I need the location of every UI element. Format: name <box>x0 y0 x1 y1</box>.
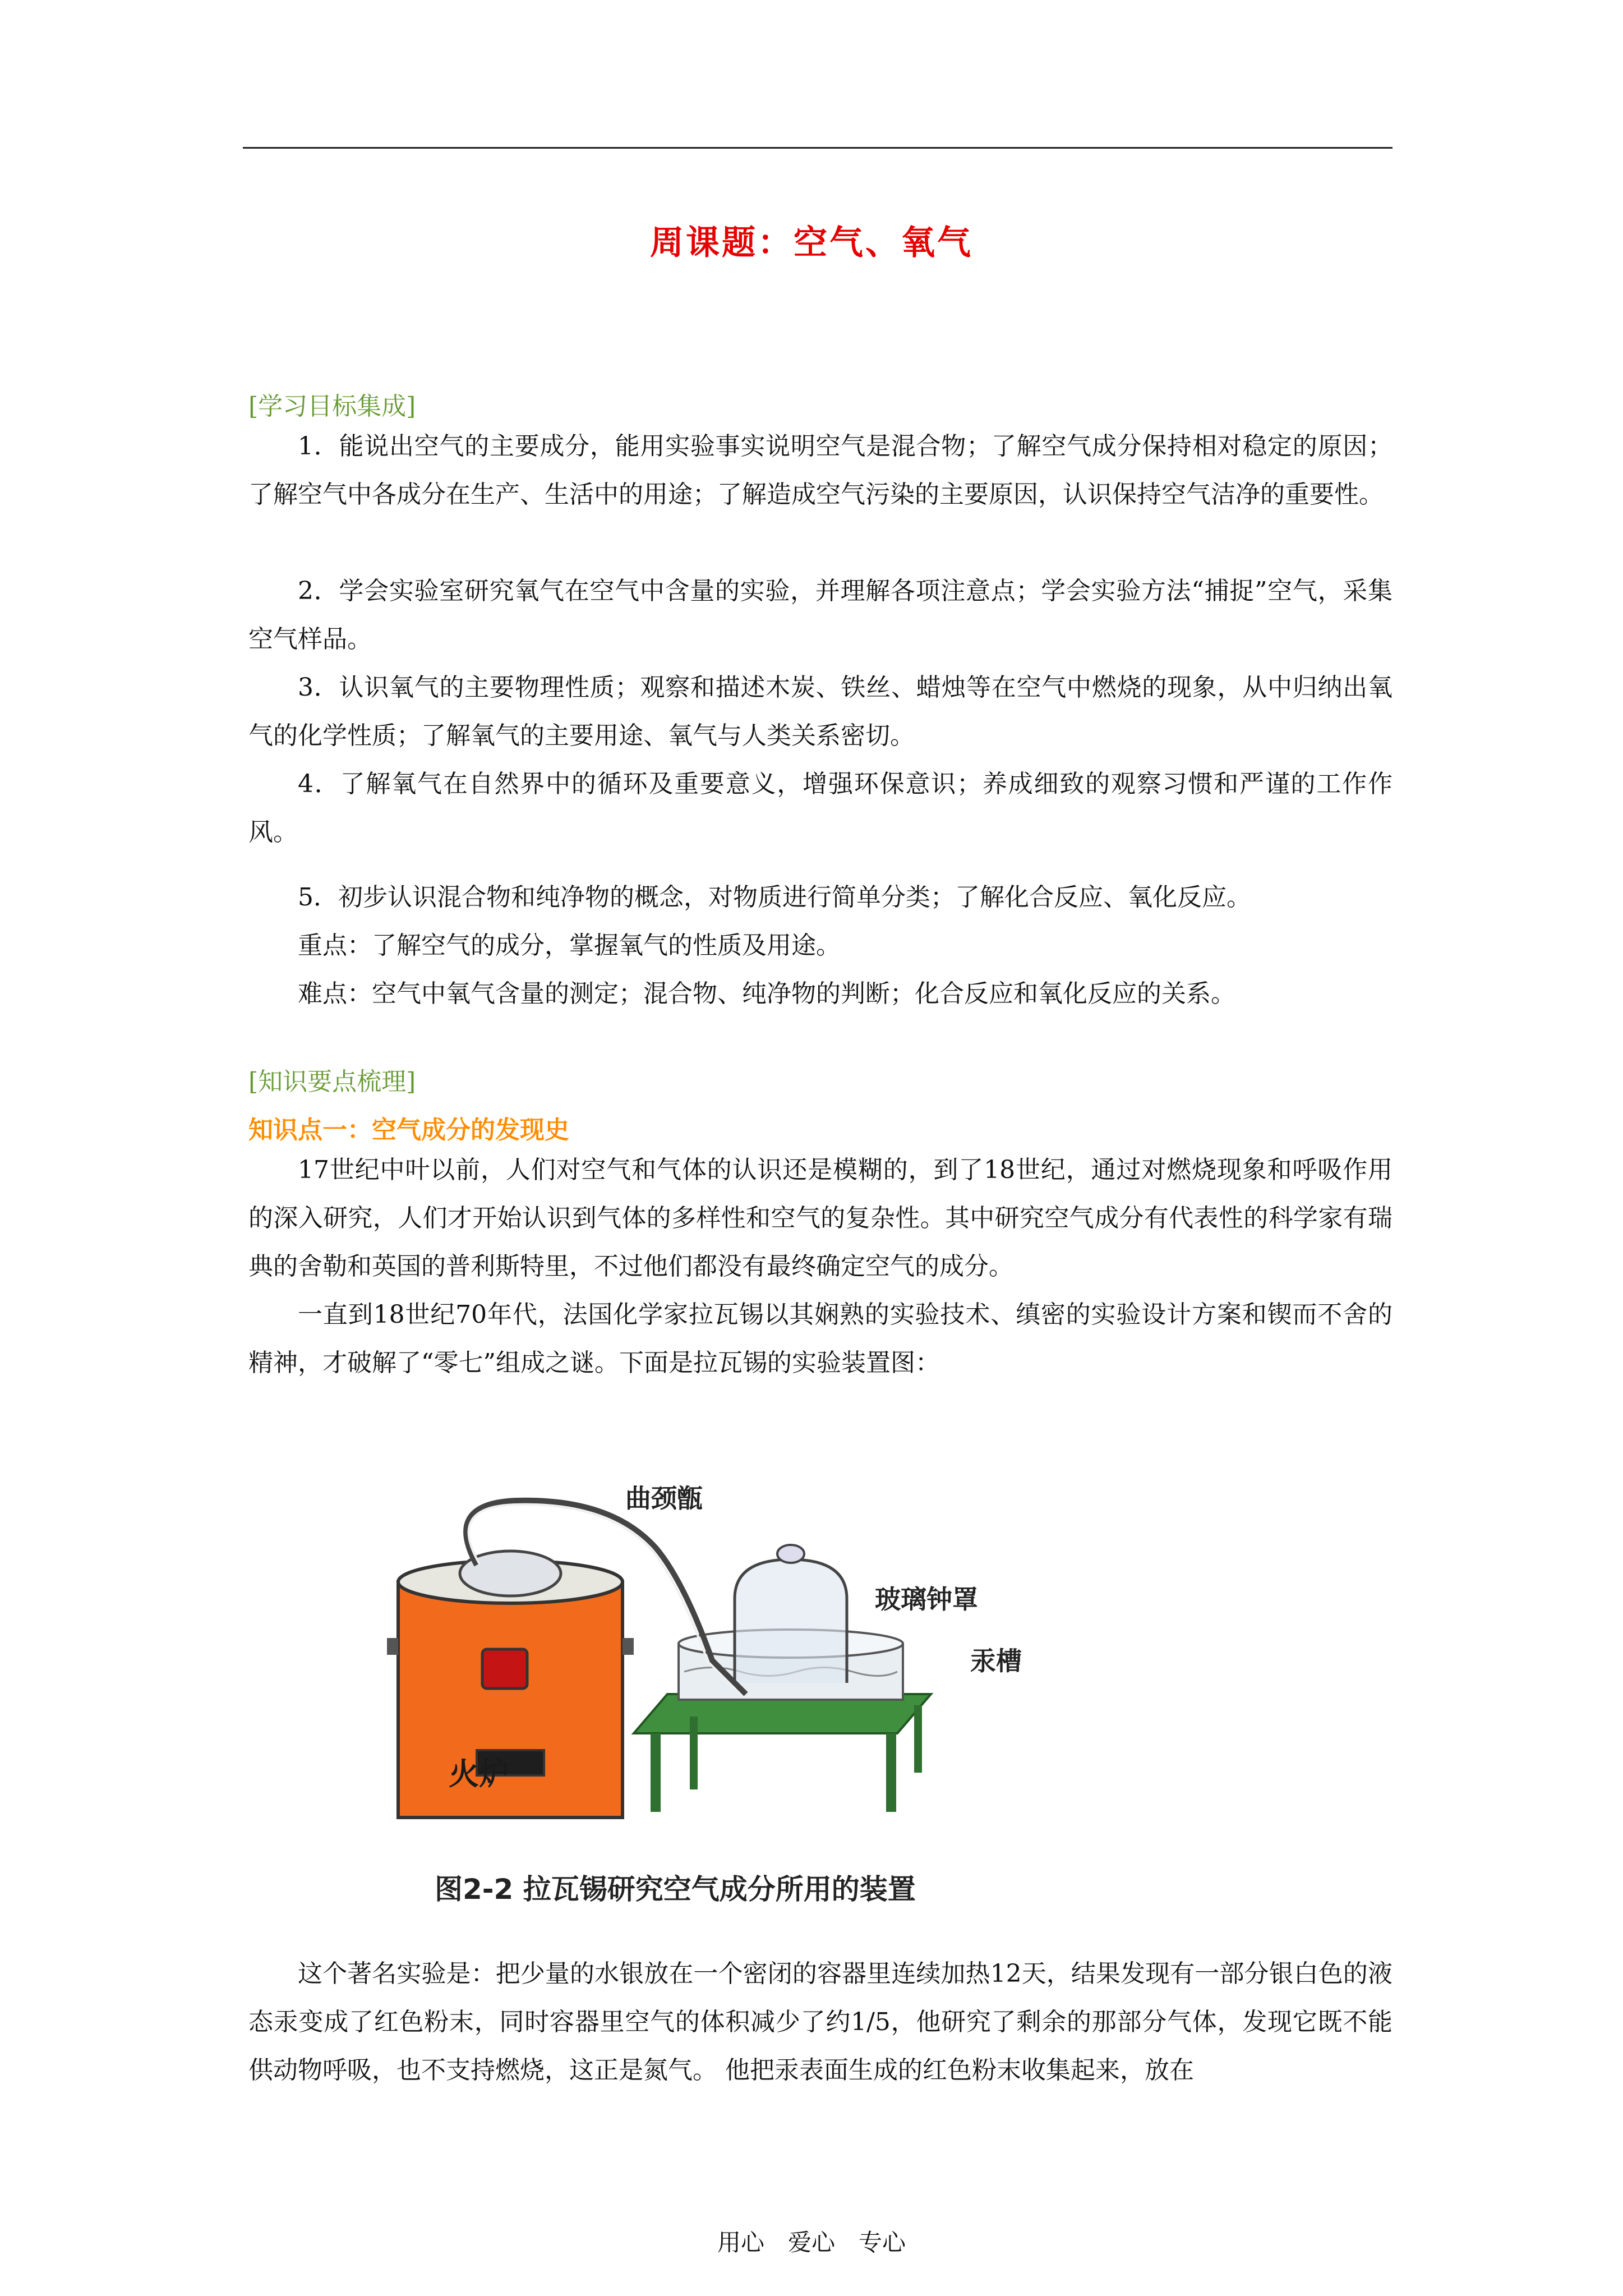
knowledge-point-1-heading: 知识点一：空气成分的发现史 <box>248 1116 569 1144</box>
label-retort: 曲颈甑 <box>625 1483 703 1513</box>
page-title: 周课题：空气、氧气 <box>650 223 973 263</box>
bell-jar-illustration <box>735 1545 847 1683</box>
page-footer: 用心 爱心 专心 <box>717 2229 906 2256</box>
goal-item-5: 5．初步认识混合物和纯净物的概念，对物质进行简单分类；了解化合反应、氧化反应。 <box>298 883 1251 912</box>
header-rule <box>243 147 1393 149</box>
label-bell-jar: 玻璃钟罩 <box>875 1584 978 1614</box>
section-heading-goals: [学习目标集成] <box>248 392 416 421</box>
history-paragraph-2: 一直到18世纪70年代，法国化学家拉瓦锡以其娴熟的实验技术、缜密的实验设计方案和锲而不舍的精神，才破解了“零七”组成之谜。下面是拉瓦锡的实验装置图： <box>248 1300 1393 1377</box>
key-point: 重点：了解空气的成分，掌握氧气的性质及用途。 <box>298 931 841 960</box>
figure-caption: 图2-2 拉瓦锡研究空气成分所用的装置 <box>435 1873 916 1906</box>
difficulty: 难点：空气中氧气含量的测定；混合物、纯净物的判断；化合反应和氧化反应的关系。 <box>298 979 1235 1008</box>
goal-item-1: 1．能说出空气的主要成分，能用实验事实说明空气是混合物；了解空气成分保持相对稳定的原因；了解空气中各成分在生产、生活中的用途；了解造成空气污染的主要原因，认识保持空气洁净的重要性。 <box>248 432 1393 509</box>
goal-item-4: 4．了解氧气在自然界中的循环及重要意义，增强环保意识；养成细致的观察习惯和严谨的工作作风。 <box>248 770 1393 846</box>
experiment-paragraph: 这个著名实验是：把少量的水银放在一个密闭的容器里连续加热12天，结果发现有一部分银白色的液态汞变成了红色粉末，同时容器里空气的体积减少了约1/5，他研究了剩余的那部分气体，发现它既不能供动物呼吸，也不支持燃烧，这正是氮气。 他把汞表面生成的红色粉末收集起来，放在 <box>248 1959 1393 2085</box>
label-mercury-trough: 汞槽 <box>970 1646 1022 1676</box>
furnace-illustration <box>387 1561 634 1818</box>
goal-item-3: 3．认识氧气的主要物理性质；观察和描述木炭、铁丝、蜡烛等在空气中燃烧的现象，从中归纳出氧气的化学性质；了解氧气的主要用途、氧气与人类关系密切。 <box>248 673 1393 750</box>
label-furnace: 火炉 <box>449 1756 509 1792</box>
history-paragraph-1: 17世纪中叶以前，人们对空气和气体的认识还是模糊的，到了18世纪，通过对燃烧现象和呼吸作用的深入研究，人们才开始认识到气体的多样性和空气的复杂性。其中研究空气成分有代表性的科学家有瑞典的舍勒和英国的普利斯特里，不过他们都没有最终确定空气的成分。 <box>248 1156 1393 1281</box>
goal-item-2: 2．学会实验室研究氧气在空气中含量的实验，并理解各项注意点；学会实验方法“捕捉”空气，采集空气样品。 <box>248 577 1393 654</box>
section-heading-knowledge: [知识要点梳理] <box>248 1068 416 1096</box>
table-illustration <box>634 1694 931 1812</box>
lavoisier-apparatus-figure <box>320 1470 1105 1918</box>
